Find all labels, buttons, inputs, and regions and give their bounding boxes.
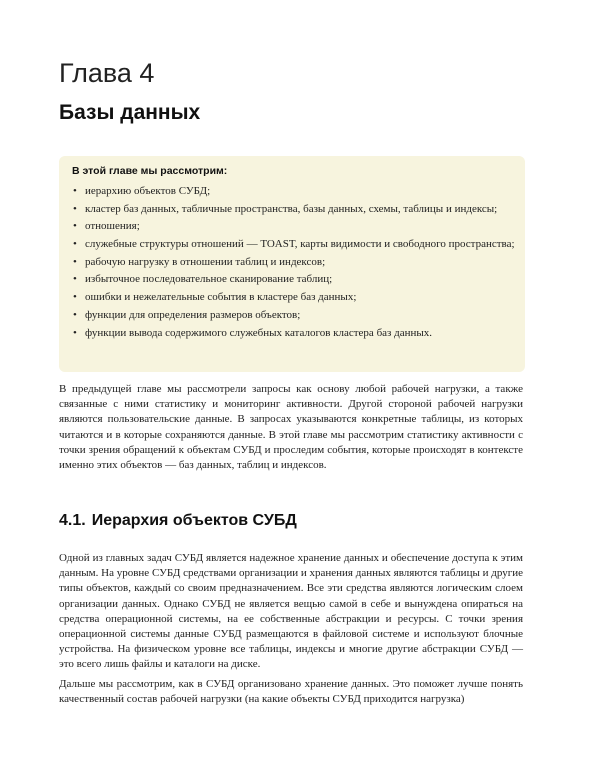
intro-paragraph: В предыдущей главе мы рассмотрели запросы как основу любой рабочей нагрузки, а также связанные с ними статистику и мониторинг активности. Другой стороной рабочей нагрузки являются пользовательские данные. В запросах указываются конкретные таблицы, из которых читаются и в которые сохраняются данные. В этой главе мы рассмотрим статистику активности с точки зрения обращений к объектам СУБД и проследим события, которые происходят в контексте именно этих объектов — баз данных, таблиц и индексов. [59, 383, 523, 472]
list-item: • ошибки и нежелательные события в кластере баз данных; [73, 291, 357, 304]
bullet-icon: • [73, 308, 77, 321]
list-item: • функции вывода содержимого служебных каталогов кластера баз данных. [73, 326, 433, 339]
chapter-label: Глава 4 [59, 58, 155, 88]
section-heading [59, 512, 297, 530]
overview-heading: В этой главе мы рассмотрим: [72, 165, 228, 177]
list-item: • кластер баз данных, табличные пространства, базы данных, схемы, таблицы и индексы; [73, 202, 498, 215]
chapter-title: Базы данных [59, 101, 201, 124]
section-number: 4.1. [59, 512, 86, 529]
list-item: • отношения; [73, 220, 140, 233]
overview-list [72, 185, 515, 344]
section-paragraph: Дальше мы рассмотрим, как в СУБД организовано хранение данных. Это поможет лучше понять качественный состав рабочей нагрузки (на какие объекты СУБД приходится нагрузка) [59, 678, 523, 706]
bullet-icon: • [73, 220, 77, 233]
section-title: Иерархия объектов СУБД [91, 512, 297, 529]
list-item: • функции для определения размеров объектов; [73, 308, 301, 321]
section-paragraph: Одной из главных задач СУБД является надежное хранение данных и обеспечение доступа к этим данным. На уровне СУБД средствами организации и хранения данных являются таблицы и другие типы объектов, каждый со своим предназначением. Все эти средства являются логическим слоем организации данных. Однако СУБД не является вещью самой в себе и вынуждена опираться на средства операционной системы, на ее собственные абстракции и ресурсы. С точки зрения операционной системы данные СУБД размещаются в файловой системе и используют блочные устройства. На физическом уровне все таблицы, индексы и многие другие абстракции СУБД — это всего лишь файлы и каталоги на диске. [59, 552, 523, 671]
bullet-icon: • [73, 273, 77, 286]
bullet-icon: • [73, 185, 77, 197]
list-item: • рабочую нагрузку в отношении таблиц и индексов; [73, 255, 326, 268]
bullet-icon: • [73, 238, 77, 251]
list-item: • избыточное последовательное сканирование таблиц; [73, 273, 333, 286]
bullet-icon: • [73, 291, 77, 304]
bullet-icon: • [73, 326, 77, 339]
list-item: • иерархию объектов СУБД; [73, 185, 211, 197]
chapter-overview-box [59, 156, 525, 372]
list-item: • служебные структуры отношений — TOAST, карты видимости и свободного пространства; [73, 238, 515, 251]
bullet-icon: • [73, 202, 77, 215]
bullet-icon: • [73, 255, 77, 268]
